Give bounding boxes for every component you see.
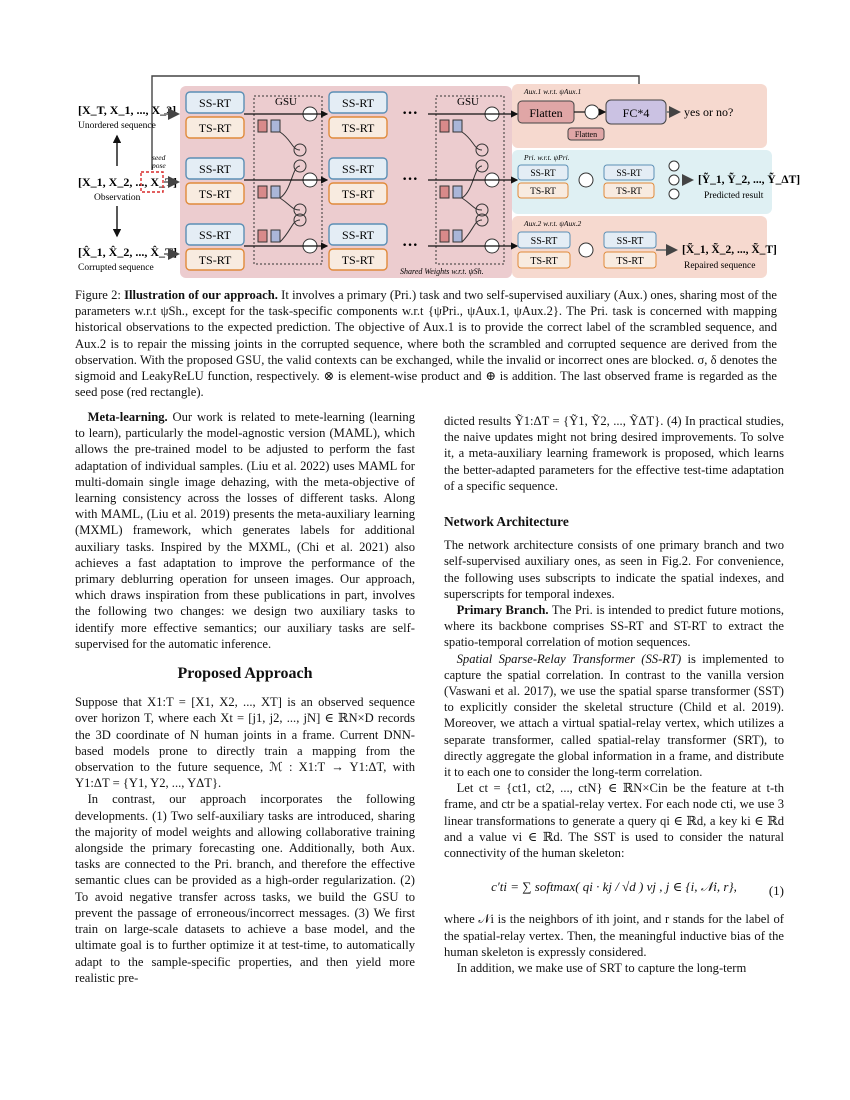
caption-text: It involves a primary (Pri.) task and two self-supervised auxiliary (Aux.) ones, sharing most of the parameters w.r.t ψSh., except for the task-specific components w.r.t {ψPri., ψAux.1, ψAux.2}. The Pri. task is concerned with mapping historical observations to the expected prediction. The objective of Aux.1 is to provide the correct label of the scrambled sequence, and Aux.2 is to repair the missing joints in the corrupted sequence, where both the scrambled and corrupted sequence are derived from the observation. With the proposed GSU, the valid contexts can be exchanged, while the invalid or incorrect ones are blocked. σ, δ denotes the sigmoid and LeakyReLU function, respectively. ⊗ is element-wise product and ⊕ is addition. The last observed frame is regarded as the seed pose (red rectangle). [75,288,777,400]
unordered-label: Unordered sequence [78,121,156,131]
approach-figure [72,70,801,282]
svg-text:TS-RT: TS-RT [530,256,558,267]
aux2-output-formula: [X̃_1, X̃_2, ..., X̃_T] [682,244,777,256]
unordered-formula: [X_T, X_1, ..., X_2] [78,103,177,117]
dots-row1: ··· [402,105,419,122]
primary-branch-run-in: Primary Branch. [456,603,549,618]
let-paragraph: Let ct = {ct1, ct2, ..., ctN} ∈ ℝN×Cin be the feature at t-th frame, and ctr be a spatial-relay vertex. For each node cti, we use 3 linear transformations to generate a query qi ∈ ℝd, a key ki ∈ ℝd and a value vi ∈ ℝd. The SST is used to consider the natural connectivity of the human skeleton: [444,781,784,861]
primary-branch-text: The Pri. is intended to predict future motions, where its backbone comprises SS-RT and ST-RT to extract the spatio-temporal correlation of motion sequences. [444,603,785,650]
observation-label: Observation [94,193,141,203]
aux1-add [585,105,599,119]
seed-label: seed [152,153,166,162]
meta-learning-run-in: Meta-learning. [87,410,168,424]
pri-output-formula: [Ỹ_1, Ỹ_2, ..., Ỹ_ΔT] [698,174,801,186]
equation-number: (1) [768,883,784,899]
approach-paragraph-1: Suppose that X1:T = [X1, X2, ..., XT] is an observed sequence over horizon T, where each Xt = [j1, j2, ..., jN] ∈ ℝN×D records the 3D coordinate of N human joints in a frame. Current DNN-based models prone to directly train a mapping from the observation to the future sequence, ℳ : X1:T → Y1:ΔT, with Y1:ΔT = {Y1, Y2, ..., YΔT}. [75,695,415,791]
section-title-proposed-approach: Proposed Approach [177,665,313,683]
dots-row3: ··· [402,237,419,254]
dots-row2: ··· [402,171,419,188]
continued-paragraph: dicted results Ỹ1:ΔT = {Ỹ1, Ỹ2, ..., ỸΔT}. (4) In practical studies, the naive updates might not bring desired improvements. To solve it, a meta-auxiliary learning framework is proposed, which learns the better-adapted parameters for the effective test-time adaptation of a specific sequence. [444,414,784,493]
where-paragraph: where 𝒩i is the neighbors of ith joint, and r stands for the label of the spatial-relay vertex. Then, the meaningful inductive bias of the human skeleton is expressly considered. [444,912,784,959]
svg-text:TS-RT: TS-RT [341,121,375,135]
svg-text:TS-RT: TS-RT [616,256,644,267]
svg-text:SS-RT: SS-RT [342,162,374,176]
shared-weights-label: Shared Weights w.r.t. ψSh. [400,267,484,276]
svg-text:TS-RT: TS-RT [198,121,232,135]
svg-text:SS-RT: SS-RT [199,96,231,110]
svg-text:SS-RT: SS-RT [342,96,374,110]
aux1-flatten-small-label: Flatten [574,130,598,139]
last-paragraph: In addition, we make use of SRT to capture the long-term [456,961,747,976]
ssrt-run-in: Spatial Sparse-Relay Transformer (SS-RT) [456,651,682,666]
aux1-output: yes or no? [684,105,734,119]
meta-learning-text: Our work is related to mete-learning (learning to learn), particularly the model-agnostic version (MAML), which allows the pre-trained model to be adjusted to perform the fast adaptation of individual samples. (Liu et al. 2022) uses MAML for multi-domain single image dehazing, with the meta-objective of learning consistency across the losses of different tasks. Along with MAML, (Liu et al. 2019) presents the meta-auxiliary learning (MXML) framework, which generates labels for additional auxiliary tasks. Inspired by the MXML, (Chi et al. 2021) also achieves a fast adaptation to improve the performance of the primary deblurring operation for unseen images. Our approach, which draws inspiration from these publications in part, involves the following two changes: we design two auxiliary tasks to identify more effective semantics; our auxiliary tasks are self-supervised for the automatic inference. [75,410,415,651]
caption-label: Figure 2: [75,288,125,302]
svg-text:TS-RT: TS-RT [341,187,375,201]
left-column [75,409,415,986]
aux1-flatten-label: Flatten [529,106,563,120]
svg-text:SS-RT: SS-RT [199,162,231,176]
svg-text:TS-RT: TS-RT [530,187,556,197]
approach-paragraph-2: In contrast, our approach incorporates the following developments. (1) Two self-auxiliary tasks are introduced, sharing the majority of model weights and allowing collaborative training alongside the primary forecasting one. Additionally, both Aux. tasks are connected to the Pri. branch, and therefore the effective semantic clues can be provided as a high-order regularization. (2) To avoid negative transfer across tasks, we build the GSU to prevent the passage of erroneous/incorrect messages. (3) We first train on large-scale datasets to achieve a base model, and the ultimate goal is to further optimize it at test-time, to automatically adapt to the sample-specific properties, and then yield more realistic pre- [75,792,415,985]
svg-text:SS-RT: SS-RT [530,169,556,179]
architecture-paragraph: The network architecture consists of one primary branch and two self-supervised auxiliary ones, as seen in Fig.2. For convenience, the following uses subscripts to indicate the spatial indexes, and superscripts for temporal indexes. [444,538,784,601]
aux1-fc-label: FC*4 [622,106,650,120]
svg-text:TS-RT: TS-RT [616,187,642,197]
ssrt-paragraph [444,651,784,781]
pose-label: pose [152,161,166,170]
aux2-title: Aux.2 w.r.t. ψAux.2 [524,219,582,228]
right-column [444,413,784,976]
pri-output-label: Predicted result [704,191,764,201]
meta-learning-paragraph [75,409,415,652]
aux2-output-label: Repaired sequence [684,261,756,271]
gsu-label-2: GSU [457,96,480,108]
figure-caption [75,287,777,400]
corrupted-formula: [X̂_1, X̂_2, ..., X̂_T] [78,245,177,259]
gsu-label-1: GSU [275,96,298,108]
svg-text:SS-RT: SS-RT [199,228,231,242]
corrupted-label: Corrupted sequence [78,263,154,273]
equation-body: c′ti = ∑ softmax( qi · kj / √d ) vj , j ∈ {i, 𝒩i, r}, [491,879,737,895]
aux1-title: Aux.1 w.r.t. ψAux.1 [524,87,582,96]
caption-bold: Illustration of our approach. [124,288,278,302]
svg-text:SS-RT: SS-RT [616,236,644,247]
svg-text:SS-RT: SS-RT [616,169,642,179]
svg-text:SS-RT: SS-RT [342,228,374,242]
ssrt-text: is implemented to capture the spatial correlation. In contrast to the vanilla version (Vaswani et al. 2017), we use the spatial sparse transformer (SST) to explicitly consider the skeletal structure (Child et al. 2019). Moreover, we attach a virtual spatial-relay vertex, which utilizes a separate transformer, called spatial-relay transformer (SRT), to directly aggregate the global information in a frame, and distribute it to each one to consider the long-term correlation. [444,651,784,780]
svg-text:TS-RT: TS-RT [341,253,375,267]
svg-text:TS-RT: TS-RT [198,253,232,267]
svg-text:TS-RT: TS-RT [198,187,232,201]
svg-text:SS-RT: SS-RT [530,236,558,247]
equation-1 [444,879,784,899]
observation-formula: [X_1, X_2, ..., X_T] [78,175,177,189]
pri-title: Pri. w.r.t. ψPri. [524,153,570,162]
subsection-title-network-architecture: Network Architecture [444,514,569,530]
primary-branch-paragraph [444,602,784,651]
